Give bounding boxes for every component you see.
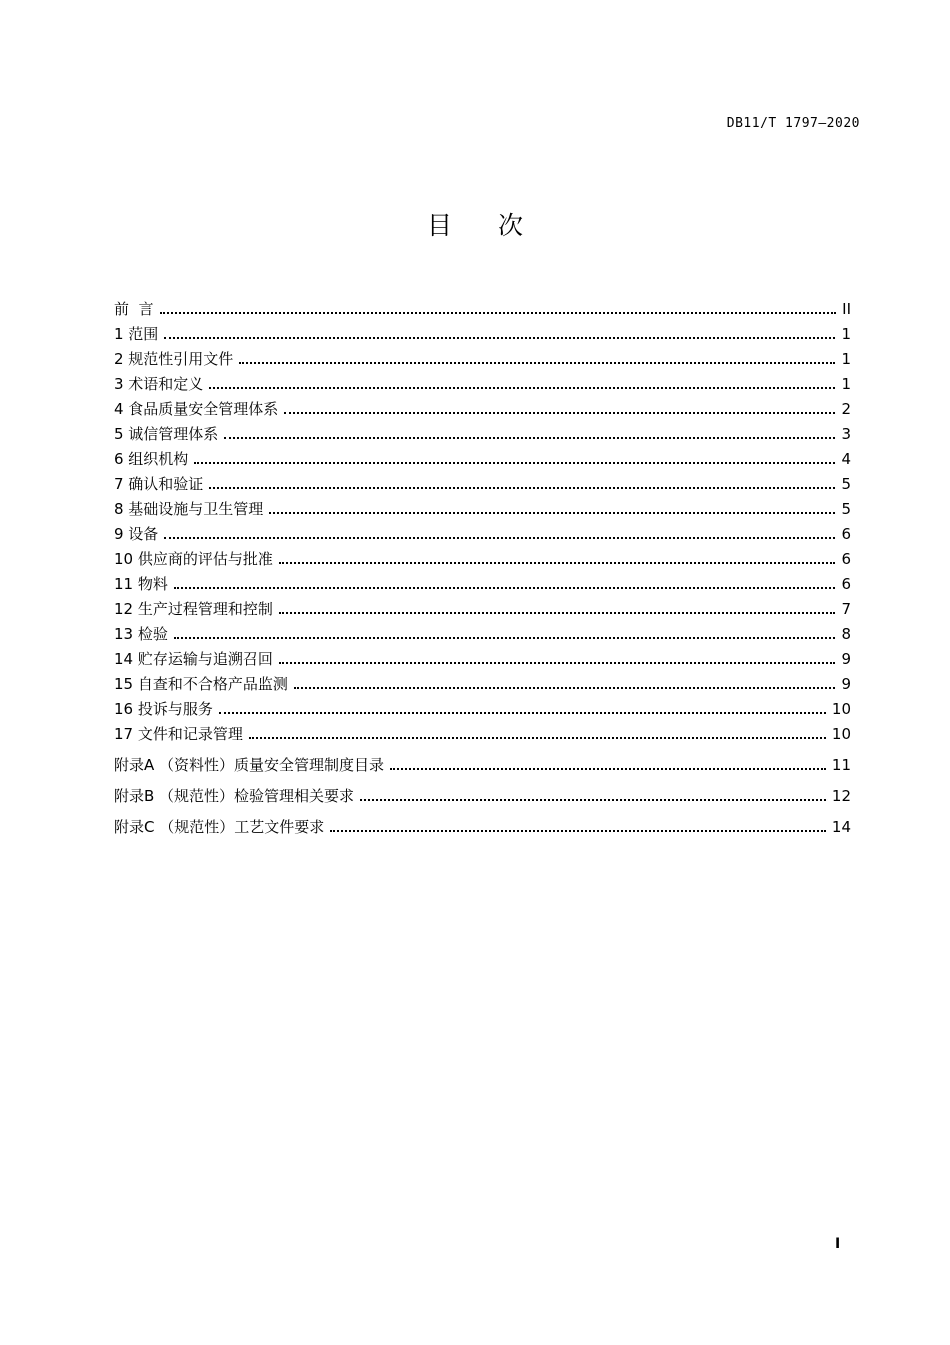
toc-entry[interactable]: [114, 619, 851, 644]
toc-entry-label: 17 文件和记录管理: [114, 725, 243, 743]
toc-dot-leader: [390, 768, 826, 770]
toc-dot-leader: [174, 587, 836, 589]
toc-entry-page: 8: [841, 625, 851, 643]
toc-entry[interactable]: [114, 569, 851, 594]
toc-entry-label: 1 范围: [114, 325, 159, 343]
table-of-contents: [114, 288, 851, 837]
toc-entry-label: 4 食品质量安全管理体系: [114, 400, 279, 418]
toc-entry-label: 16 投诉与服务: [114, 700, 213, 718]
toc-entry[interactable]: [114, 369, 851, 394]
toc-dot-leader: [269, 512, 835, 514]
toc-entry-page: 1: [841, 350, 851, 368]
page-title: 目次: [426, 211, 569, 240]
toc-entry-page: 5: [841, 475, 851, 493]
toc-dot-leader: [279, 612, 836, 614]
toc-entry-label: 12 生产过程管理和控制: [114, 600, 273, 618]
toc-dot-leader: [209, 387, 835, 389]
toc-entry-label: 附录B （规范性）检验管理相关要求: [114, 787, 355, 805]
toc-entry-page: 9: [841, 650, 851, 668]
toc-entry-label: 7 确认和验证: [114, 475, 204, 493]
toc-entry-page: 4: [841, 450, 851, 468]
toc-entry[interactable]: [114, 469, 851, 494]
toc-entry[interactable]: [114, 644, 851, 669]
toc-dot-leader: [219, 712, 826, 714]
toc-entry-label: 15 自查和不合格产品监测: [114, 675, 288, 693]
toc-entry-page: 6: [841, 550, 851, 568]
toc-dot-leader: [224, 437, 835, 439]
document-code: DB11/T 1797—2020: [726, 116, 860, 131]
toc-dot-leader: [330, 830, 826, 832]
toc-dot-leader: [279, 662, 836, 664]
toc-entry-label: 10 供应商的评估与批准: [114, 550, 273, 568]
toc-entry-page: 9: [841, 675, 851, 693]
toc-entry-page: 1: [841, 375, 851, 393]
toc-entry-page: 11: [831, 756, 851, 774]
toc-entry-page: 6: [841, 575, 851, 593]
toc-dot-leader: [194, 462, 835, 464]
toc-entry-label: 6 组织机构: [114, 450, 189, 468]
toc-entry-label: 11 物料: [114, 575, 168, 593]
toc-entry-page: 6: [841, 525, 851, 543]
toc-entry-label: 前 言: [114, 300, 154, 318]
toc-dot-leader: [164, 537, 835, 539]
toc-dot-leader: [209, 487, 835, 489]
toc-entry[interactable]: [114, 494, 851, 519]
toc-entry-page: 2: [841, 400, 851, 418]
toc-entry[interactable]: [114, 344, 851, 369]
toc-entry[interactable]: [114, 719, 851, 744]
toc-entry-label: 附录A （资料性）质量安全管理制度目录: [114, 756, 385, 774]
toc-dot-leader: [160, 312, 837, 314]
toc-dot-leader: [249, 737, 826, 739]
toc-entry[interactable]: [114, 669, 851, 694]
toc-dot-leader: [279, 562, 836, 564]
toc-entry-page: 7: [841, 600, 851, 618]
toc-dot-leader: [284, 412, 835, 414]
toc-dot-leader: [164, 337, 835, 339]
toc-entry[interactable]: [114, 694, 851, 719]
page-number: I: [835, 1236, 841, 1252]
toc-entry-label: 5 诚信管理体系: [114, 425, 219, 443]
toc-entry[interactable]: [114, 319, 851, 344]
toc-entry-page: II: [842, 300, 851, 318]
toc-entry-page: 12: [831, 787, 851, 805]
toc-entry[interactable]: [114, 394, 851, 419]
toc-entry-label: 附录C （规范性）工艺文件要求: [114, 818, 325, 836]
toc-entry-page: 1: [841, 325, 851, 343]
toc-entry[interactable]: [114, 519, 851, 544]
toc-dot-leader: [239, 362, 835, 364]
toc-entry-page: 5: [841, 500, 851, 518]
toc-entry[interactable]: [114, 775, 851, 806]
toc-entry-label: 8 基础设施与卫生管理: [114, 500, 264, 518]
toc-entry-label: 3 术语和定义: [114, 375, 204, 393]
toc-entry-page: 14: [831, 818, 851, 836]
toc-entry-label: 2 规范性引用文件: [114, 350, 234, 368]
toc-entry[interactable]: [114, 594, 851, 619]
toc-entry-page: 3: [841, 425, 851, 443]
toc-entry[interactable]: [114, 419, 851, 444]
toc-dot-leader: [360, 799, 826, 801]
toc-entry-label: 13 检验: [114, 625, 168, 643]
toc-entry[interactable]: [114, 544, 851, 569]
toc-entry[interactable]: [114, 806, 851, 837]
toc-entry[interactable]: [114, 444, 851, 469]
toc-dot-leader: [174, 637, 836, 639]
toc-entry-label: 14 贮存运输与追溯召回: [114, 650, 273, 668]
toc-entry-page: 10: [831, 725, 851, 743]
toc-dot-leader: [294, 687, 836, 689]
toc-entry[interactable]: [114, 744, 851, 775]
toc-entry-label: 9 设备: [114, 525, 159, 543]
toc-entry-page: 10: [831, 700, 851, 718]
toc-entry[interactable]: [114, 288, 851, 319]
